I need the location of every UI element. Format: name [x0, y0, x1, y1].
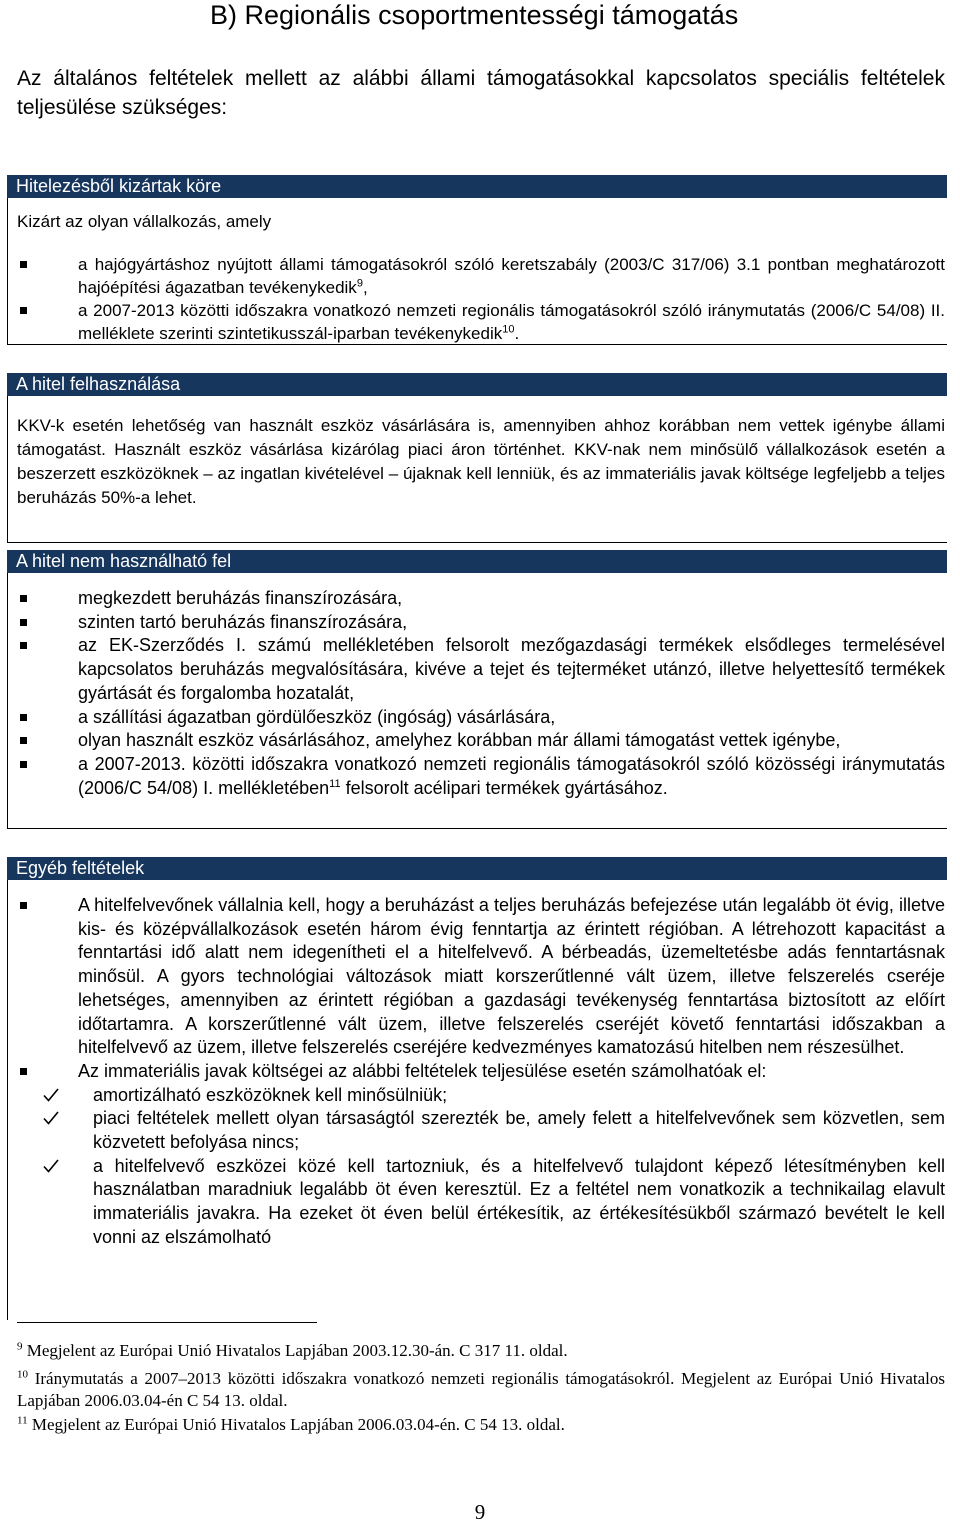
- section-header-other: Egyéb feltételek: [7, 857, 947, 880]
- other-list: [17, 894, 945, 1250]
- section-body-other: [7, 880, 947, 1320]
- square-bullet-icon: [20, 619, 27, 626]
- square-bullet-icon: [20, 595, 27, 602]
- footnote-separator: [17, 1322, 317, 1323]
- list-item: megkezdett beruházás finanszírozására,: [17, 587, 945, 611]
- list-item: Az immateriális javak költségei az alábbi feltételek teljesülése esetén számolhatóak el: amortizálható eszközöknek kell minősülniük; piaci feltételek mellett olyan társaságtól szerezték be, amely felett a hitelfelvevőnek sem közvetlen, sem közvetett befolyása nincs; a hitelfelvevő eszközei közé kell tartozniuk, és a hitelfelvevő tulajdont képező létesítményben kell használatban maradniuk legalább öt éven keresztül. Ez a feltétel nem vonatkozik a technikailag elavult immateriális javakra. Ha ezeket öt éven belül értékesítik, az értékesítésükből származó bevételt le kell vonni az elszámolható: [17, 1060, 945, 1250]
- footnote-9: $^9$ Megjelent az Európai Unió Hivatalos Lapjában 2003.12.30-án. C 317 11. oldal.: [17, 1340, 568, 1360]
- square-bullet-icon: [20, 902, 27, 909]
- list-item: a 2007-2013 közötti időszakra vonatkozó nemzeti regionális támogatásokról szóló iránymutatás (2006/C 54/08) II. melléklete szerinti szintetikusszál-iparban tevékenykedik$^{10}$.: [17, 299, 945, 345]
- square-bullet-icon: [20, 261, 27, 268]
- checkmark-item: amortizálható eszközöknek kell minősülniük;: [17, 1084, 945, 1108]
- list-item: szinten tartó beruházás finanszírozására,: [17, 611, 945, 635]
- usage-paragraph: KKV-k esetén lehetőség van használt eszköz vásárlására is, amennyiben ahhoz korábban nem vettek igénybe állami támogatást. Használt eszköz vásárlása kizárólag piaci áron történhet. KKV-nak nem minősülő vállalkozások esetén a beszerzett eszközöknek – az ingatlan kivételével – újaknak kell lenniük, és az immateriális javak költsége legfeljebb a teljes beruházás 50%-a lehet.: [17, 416, 945, 507]
- section-header-usage: A hitel felhasználása: [7, 373, 947, 396]
- square-bullet-icon: [20, 307, 27, 314]
- list-item: olyan használt eszköz vásárlásához, amelyhez korábban már állami támogatást vettek igénybe,: [17, 729, 945, 753]
- footnote-10: $^{10}$ Iránymutatás a 2007–2013 közötti időszakra vonatkozó nemzeti regionális támogatásokról. Megjelent az Európai Unió Hivatalos Lapjában 2006.03.04-én C 54 13. oldal.: [17, 1368, 945, 1410]
- section-usage: [7, 373, 947, 543]
- section-body-excluded: [7, 198, 947, 345]
- section-other: [7, 857, 947, 1320]
- section-not-usable: [7, 550, 947, 829]
- square-bullet-icon: [20, 714, 27, 721]
- checkmark-item: a hitelfelvevő eszközei közé kell tartozniuk, és a hitelfelvevő tulajdont képező létesítményben kell használatban maradniuk legalább öt éven keresztül. Ez a feltétel nem vonatkozik a technikailag elavult immateriális javakra. Ha ezeket öt éven belül értékesítik, az értékesítésükből származó bevételt le kell vonni az elszámolható: [17, 1155, 945, 1250]
- list-item: a hajógyártáshoz nyújtott állami támogatásokról szóló keretszabály (2003/C 317/06) 3.1 pontban meghatározott hajóépítési ágazatban tevékenykedik$^9$,: [17, 253, 945, 299]
- page-title: B) Regionális csoportmentességi támogatás: [210, 0, 739, 30]
- checkmark-icon: [43, 1158, 59, 1174]
- intro-paragraph: Az általános feltételek mellett az alábbi állami támogatásokkal kapcsolatos speciális feltételek teljesülése szükséges:: [17, 67, 945, 119]
- square-bullet-icon: [20, 1068, 27, 1075]
- section-body-usage: [7, 396, 947, 543]
- square-bullet-icon: [20, 761, 27, 768]
- section-header-excluded: Hitelezésből kizártak köre: [7, 175, 947, 198]
- footnote-11: $^{11}$ Megjelent az Európai Unió Hivatalos Lapjában 2006.03.04-én. C 54 13. oldal.: [17, 1414, 565, 1434]
- square-bullet-icon: [20, 642, 27, 649]
- section-header-not-usable: A hitel nem használható fel: [7, 550, 947, 573]
- section-body-not-usable: [7, 573, 947, 829]
- checkmark-icon: [43, 1110, 59, 1126]
- square-bullet-icon: [20, 737, 27, 744]
- not-usable-list: [17, 587, 945, 800]
- excluded-list: [17, 253, 945, 345]
- excluded-lead: Kizárt az olyan vállalkozás, amely: [17, 212, 272, 231]
- checkmark-item: piaci feltételek mellett olyan társaságtól szerezték be, amely felett a hitelfelvevőnek sem közvetlen, sem közvetett befolyása nincs;: [17, 1107, 945, 1154]
- section-excluded: [7, 175, 947, 345]
- checkmark-icon: [43, 1087, 59, 1103]
- list-item: A hitelfelvevőnek vállalnia kell, hogy a beruházást a teljes beruházás befejezése után legalább öt évig, illetve kis- és középvállalkozások esetén három évig fenntartja az érintett régióban. A létrehozott kapacitást a fenntartási idő alatt nem idegenítheti el a hitelfelvevő. A bérbeadás, üzemeltetésbe adás fenntartásnak minősül. A gyors technológiai változások miatt korszerűtlenné vált üzem, illetve felszerelés cseréje lehetséges, amennyiben az érintett régióban a gazdasági tevékenység fenntartása biztosított az előírt időtartamra. A korszerűtlenné vált üzem, illetve felszerelés cseréjét követő fenntartási időszakban a hitelfelvevő az üzem, illetve felszerelés cseréjére kedvezményes kamatozású hitelben nem részesülhet.: [17, 894, 945, 1060]
- list-item: a szállítási ágazatban gördülőeszköz (ingóság) vásárlására,: [17, 706, 945, 730]
- list-item: az EK-Szerződés I. számú mellékletében felsorolt mezőgazdasági termékek elsődleges termelésével kapcsolatos beruházás megvalósítására, kivéve a tejet és tejterméket utánzó, illetve helyettesítő termékek gyártását és forgalomba hozatalát,: [17, 634, 945, 705]
- page-number: 9: [474, 1500, 486, 1524]
- list-item: a 2007-2013. közötti időszakra vonatkozó nemzeti regionális támogatásokról szóló közösségi iránymutatás (2006/C 54/08) I. mellékletében$^{11}$ felsorolt acélipari termékek gyártásához.: [17, 753, 945, 800]
- checkmark-list: [78, 1084, 945, 1250]
